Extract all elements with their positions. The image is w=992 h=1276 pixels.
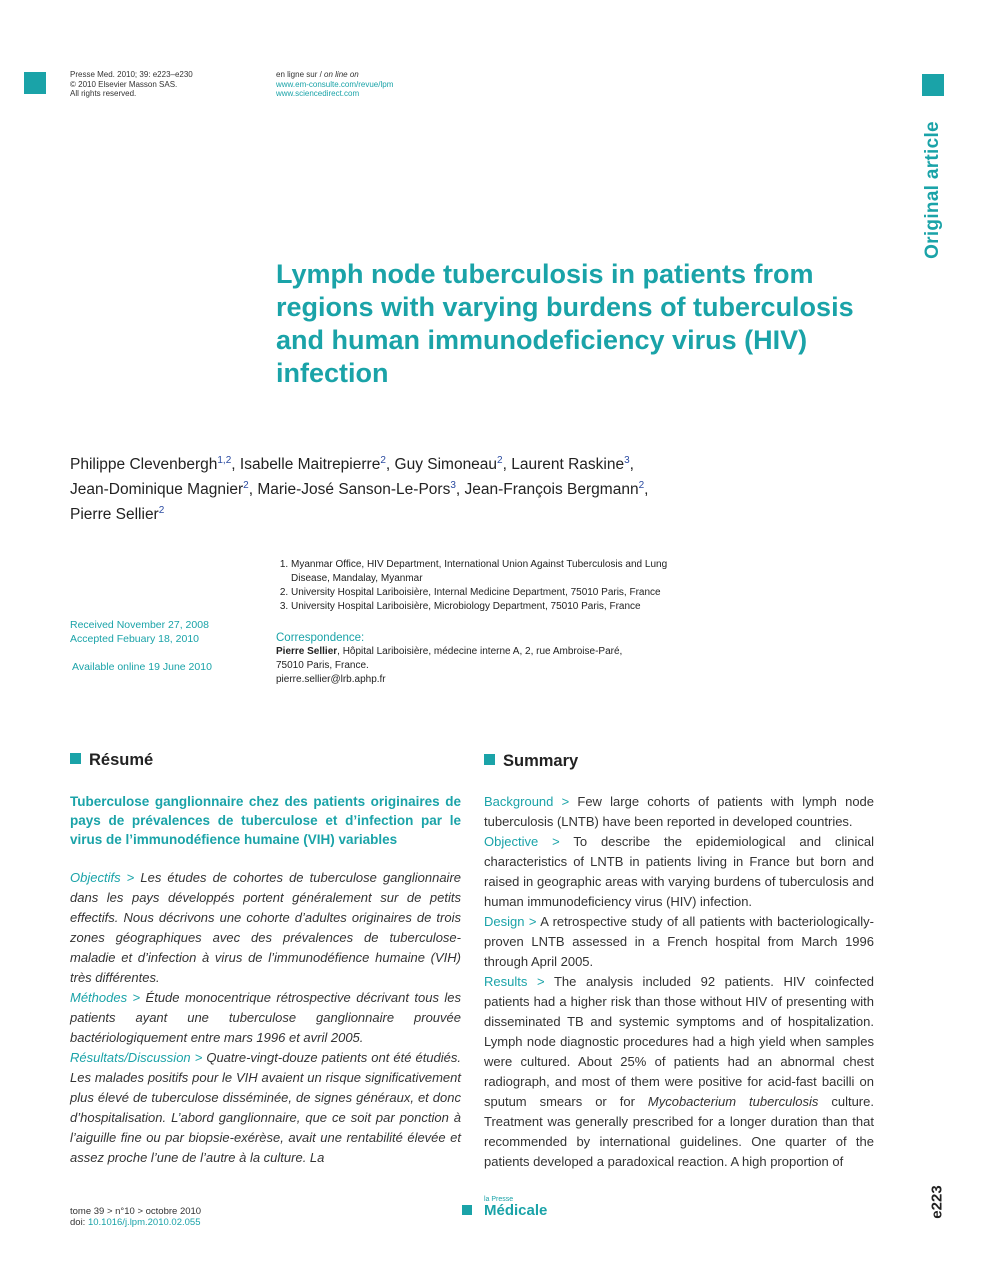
doi-line: doi: 10.1016/j.lpm.2010.02.055 bbox=[70, 1217, 201, 1228]
summary-paragraph: Design > A retrospective study of all patients with bacteriologically-proven LNTB assessed in a French hospital from March 1996 through April 2005. bbox=[484, 914, 875, 969]
available-online-date: Available online 19 June 2010 bbox=[72, 661, 212, 673]
author: Marie-José Sanson-Le-Pors$^3$, bbox=[257, 480, 465, 499]
footer-issue bbox=[70, 1206, 201, 1228]
logo-small-text: la Presse bbox=[484, 1196, 514, 1203]
author: Isabelle Maitrepierre$^2$, bbox=[239, 455, 395, 474]
footer-square bbox=[462, 1205, 472, 1215]
journal-citation bbox=[70, 70, 193, 99]
summary-paragraph: Objective > To describe the epidemiological and clinical characteristics of LNTB in patients living in France but born and raised in geographic areas with varying burdens of tuberculosis and human immunodeficiency virus (HIV) infection. bbox=[484, 834, 875, 909]
page-number: e223 bbox=[928, 1185, 946, 1219]
summary-body bbox=[484, 792, 874, 1172]
doi-link[interactable]: 10.1016/j.lpm.2010.02.055 bbox=[87, 1217, 201, 1228]
resume-paragraph: Résultats/Discussion > Quatre-vingt-douze patients ont été étudiés. Les malades positifs pour le VIH avaient un risque significativement plus élevé de tuberculose disséminée, de signes généraux, et donc d’hospitalisation. L’abord ganglionnaire, que ce soit par ponction à l’aiguille fine ou par biopsie-exérèse, avait une rentabilité élevée et assez proche l’une de l’autre à la culture. La bbox=[70, 1050, 461, 1165]
article-type-label: Original article bbox=[922, 121, 943, 259]
em-consulte-link[interactable]: www.em-consulte.com/revue/lpm bbox=[276, 79, 394, 89]
article-dates bbox=[70, 618, 212, 674]
journal-logo bbox=[484, 1196, 547, 1218]
sciencedirect-link[interactable]: www.sciencedirect.com bbox=[276, 89, 360, 98]
author: Pierre Sellier$^2$ bbox=[70, 505, 165, 524]
affiliation-item: 2. University Hospital Lariboisière, Internal Medicine Department, 75010 Paris, France bbox=[291, 586, 706, 600]
online-links bbox=[276, 70, 393, 99]
resume-paragraph: Méthodes > Étude monocentrique rétrospective décrivant tous les patients ayant une tuberculose ganglionnaire prouvée bactériologiquement entre mars 1996 et avril 2005. bbox=[70, 990, 462, 1045]
article-title: Lymph node tuberculosis in patients from regions with varying burdens of tuberculosis and human immunodeficiency virus (HIV) infection bbox=[276, 259, 854, 388]
received-date: Received November 27, 2008 bbox=[70, 619, 209, 631]
author: Guy Simoneau$^2$, bbox=[394, 455, 512, 474]
accepted-date: Accepted Febuary 18, 2010 bbox=[70, 633, 200, 645]
rights-line: All rights reserved. bbox=[70, 89, 137, 98]
correspondence-heading: Correspondence: bbox=[276, 632, 365, 644]
section-bullet bbox=[70, 753, 81, 764]
logo-big-text: Médicale bbox=[484, 1202, 548, 1219]
correspondence-address: Pierre Sellier, Hôpital Lariboisière, médecine interne A, 2, rue Ambroise-Paré, bbox=[276, 646, 623, 657]
author-list bbox=[70, 450, 710, 525]
author: Philippe Clevenbergh$^{1,2}$, bbox=[70, 455, 240, 474]
summary-heading: Summary bbox=[484, 752, 578, 771]
summary-paragraph: Background > Few large cohorts of patients with lymph node tuberculosis (LNTB) have been reported in developed countries. bbox=[484, 794, 875, 829]
summary-paragraph: Results > The analysis included 92 patients. HIV coinfected patients had a higher risk than those without HIV of presenting with disseminated TB and systemic symptoms and of hospitalization. Lymph node diagnostic procedures had a high yield when samples were cultured. About 25% of patients had an abnormal chest radiograph, and most of them were positive for acid-fast bacilli on sputum smears or for Mycobacterium tuberculosis culture. Treatment was generally prescribed for a longer duration than that recommended by international guidelines. One quarter of the patients developed a paradoxical reaction. A high proportion of bbox=[484, 974, 874, 1169]
author: Laurent Raskine$^3$, bbox=[511, 455, 634, 474]
resume-heading: Résumé bbox=[70, 751, 153, 770]
author: Jean-François Bergmann$^2$, bbox=[464, 480, 649, 499]
header-square-left bbox=[24, 72, 46, 94]
affiliation-item: 1. Myanmar Office, HIV Department, International Union Against Tuberculosis and Lung Disease, Mandalay, Myanmar bbox=[291, 558, 706, 586]
correspondence-email[interactable]: pierre.sellier@lrb.aphp.fr bbox=[276, 674, 386, 685]
copyright-line: © 2010 Elsevier Masson SAS. bbox=[70, 79, 178, 89]
affiliations bbox=[276, 558, 706, 614]
header-square-right bbox=[922, 74, 944, 96]
resume-paragraph: Objectifs > Les études de cohortes de tuberculose ganglionnaire dans les pays développés portent généralement sur de petits effectifs. Nous décrivons une cohorte d’adultes originaires de trois zones géographiques avec des prévalences de tuberculose-maladie et d’infection à virus de l’immunodéfience humaine (VIH) très différentes. bbox=[70, 870, 462, 985]
section-bullet bbox=[484, 754, 495, 765]
resume-body bbox=[70, 868, 461, 1168]
online-label: en ligne sur / on line on bbox=[276, 70, 359, 79]
correspondence bbox=[276, 631, 622, 687]
issue-line: tome 39 > n°10 > octobre 2010 bbox=[70, 1206, 202, 1217]
author: Jean-Dominique Magnier$^2$, bbox=[70, 480, 258, 499]
journal-line: Presse Med. 2010; 39: e223–e230 bbox=[70, 70, 193, 79]
correspondence-city: 75010 Paris, France. bbox=[276, 660, 369, 671]
resume-subtitle: Tuberculose ganglionnaire chez des patients originaires de pays de prévalences de tuberculose et d’infection par le virus de l’immunodéfience humaine (VIH) variables bbox=[70, 794, 461, 847]
affiliation-item: 3. University Hospital Lariboisière, Microbiology Department, 75010 Paris, France bbox=[291, 600, 706, 614]
